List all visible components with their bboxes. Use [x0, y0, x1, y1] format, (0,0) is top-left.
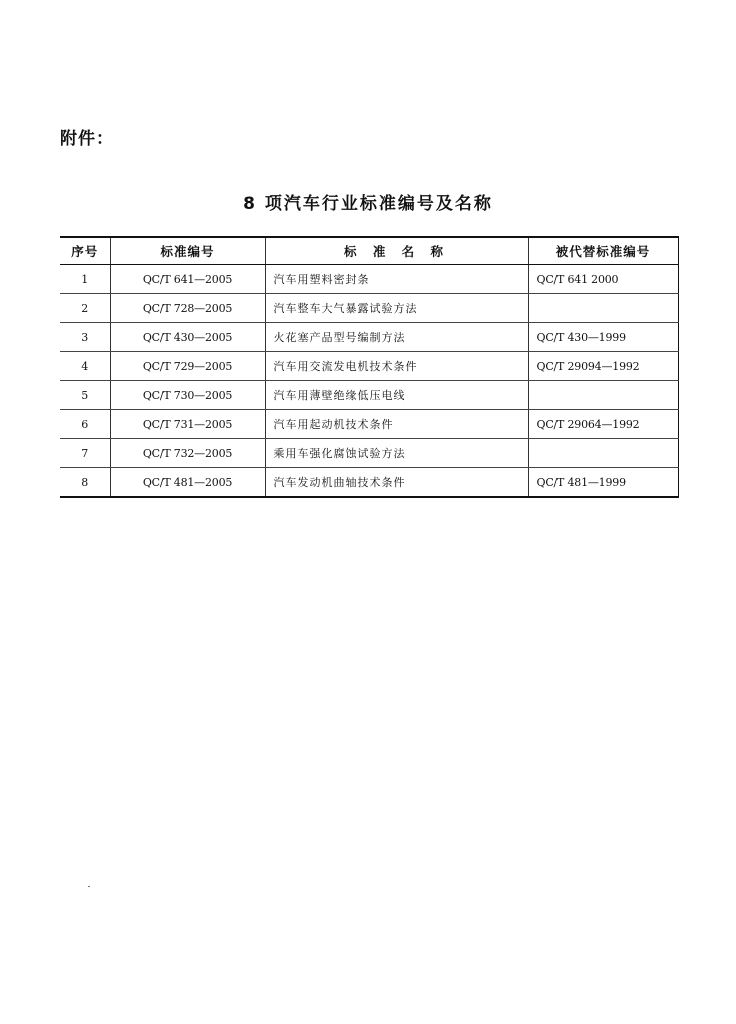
- row-serial-number: 7: [60, 439, 110, 468]
- row-replaced-standard: [528, 381, 678, 410]
- header-standard-name: 标 准 名 称: [265, 237, 528, 265]
- table-row: [60, 265, 678, 294]
- row-replaced-standard: QC/T 481—1999: [528, 468, 678, 498]
- row-serial-number: 8: [60, 468, 110, 498]
- row-replaced-standard: QC/T 430—1999: [528, 323, 678, 352]
- row-standard-name: 汽车发动机曲轴技术条件: [265, 468, 528, 498]
- standards-table: [60, 236, 679, 498]
- row-serial-number: 6: [60, 410, 110, 439]
- row-serial-number: 3: [60, 323, 110, 352]
- row-replaced-standard: QC/T 641 2000: [528, 265, 678, 294]
- header-replaced-standard: 被代替标准编号: [528, 237, 678, 265]
- row-replaced-standard: [528, 439, 678, 468]
- table-row: [60, 352, 678, 381]
- table-row: [60, 294, 678, 323]
- row-standard-name: 汽车用起动机技术条件: [265, 410, 528, 439]
- row-standard-name: 火花塞产品型号编制方法: [265, 323, 528, 352]
- row-replaced-standard: [528, 294, 678, 323]
- table-row: [60, 323, 678, 352]
- table-row: [60, 439, 678, 468]
- row-standard-name: 汽车整车大气暴露试验方法: [265, 294, 528, 323]
- table-row: [60, 381, 678, 410]
- row-serial-number: 5: [60, 381, 110, 410]
- row-standard-code: QC/T 728—2005: [110, 294, 265, 323]
- table-row: [60, 468, 678, 498]
- document-title: 8 项汽车行业标准编号及名称: [243, 194, 493, 214]
- row-standard-name: 汽车用薄壁绝缘低压电线: [265, 381, 528, 410]
- header-standard-code: 标准编号: [110, 237, 265, 265]
- row-standard-code: QC/T 481—2005: [110, 468, 265, 498]
- attachment-label: 附件：: [60, 129, 114, 149]
- row-standard-code: QC/T 430—2005: [110, 323, 265, 352]
- row-replaced-standard: QC/T 29094—1992: [528, 352, 678, 381]
- row-standard-code: QC/T 731—2005: [110, 410, 265, 439]
- table-row: [60, 410, 678, 439]
- row-standard-name: 汽车用塑料密封条: [265, 265, 528, 294]
- row-standard-code: QC/T 641—2005: [110, 265, 265, 294]
- table-header-row: [60, 237, 678, 265]
- row-serial-number: 4: [60, 352, 110, 381]
- row-replaced-standard: QC/T 29064—1992: [528, 410, 678, 439]
- row-serial-number: 2: [60, 294, 110, 323]
- row-standard-name: 汽车用交流发电机技术条件: [265, 352, 528, 381]
- row-standard-code: QC/T 732—2005: [110, 439, 265, 468]
- row-standard-code: QC/T 729—2005: [110, 352, 265, 381]
- scan-speck: [88, 886, 90, 887]
- row-serial-number: 1: [60, 265, 110, 294]
- header-serial-number: 序号: [60, 237, 110, 265]
- row-standard-name: 乘用车强化腐蚀试验方法: [265, 439, 528, 468]
- row-standard-code: QC/T 730—2005: [110, 381, 265, 410]
